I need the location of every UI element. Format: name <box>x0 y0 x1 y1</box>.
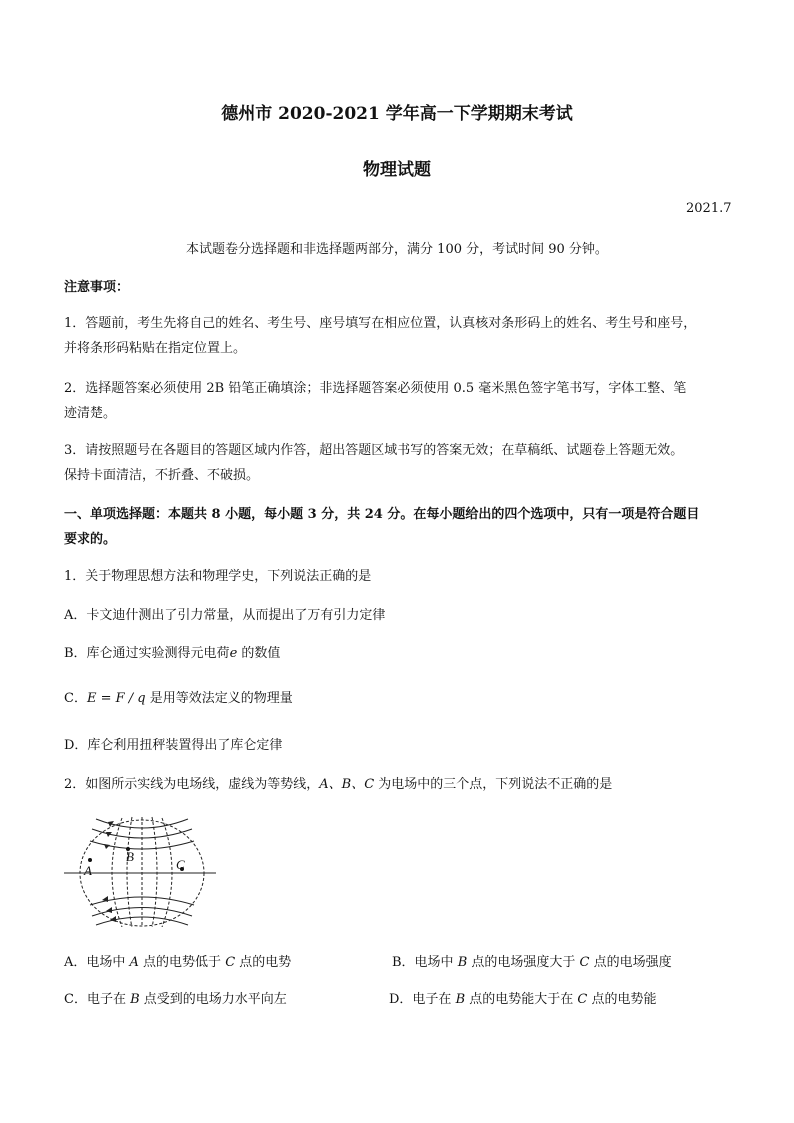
page-subtitle: 物理试题 <box>363 160 431 180</box>
q1-option-a: A．卡文迪什测出了引力常量，从而提出了万有引力定律 <box>64 608 386 623</box>
intro-text: 本试题卷分选择题和非选择题两部分，满分 100 分，考试时间 90 分钟。 <box>186 242 608 257</box>
q1-stem: 1．关于物理思想方法和物理学史，下列说法正确的是 <box>64 569 372 584</box>
section-heading: 一、单项选择题：本题共 8 小题，每小题 3 分，共 24 分。在每小题给出的四个选项中，只有一项是符合题目 <box>64 507 700 522</box>
note-line: 迹清楚。 <box>64 406 117 421</box>
note-line: 2．选择题答案必须使用 2B 铅笔正确填涂；非选择题答案必须使用 0.5 毫米黑色签字笔书写，字体工整、笔 <box>64 381 687 396</box>
notes-heading: 注意事项： <box>64 280 130 295</box>
note-line: 保持卡面清洁，不折叠、不破损。 <box>64 468 260 483</box>
formula: E = F / q <box>86 691 146 706</box>
q1-option-b: B．库仑通过实验测得元电荷e 的数值 <box>64 646 281 661</box>
note-line: 3．请按照题号在各题目的答题区域内作答，超出答题区域书写的答案无效；在草稿纸、试题卷上答题无效。 <box>64 443 684 458</box>
figure-label-b: B <box>126 849 134 864</box>
figure-label-a: A <box>84 863 92 878</box>
q1-option-d: D．库仑利用扭秤装置得出了库仑定律 <box>64 738 283 753</box>
page-title: 德州市 2020-2021 学年高一下学期期末考试 <box>221 104 573 124</box>
q2-option-b: B．电场中 B 点的电场强度大于 C 点的电场强度 <box>392 955 672 970</box>
figure-label-c: C <box>176 857 185 872</box>
exam-date: 2021.7 <box>686 201 732 216</box>
electric-field-figure <box>62 815 218 927</box>
q2-option-c: C．电子在 B 点受到的电场力水平向左 <box>64 992 287 1007</box>
q2-option-d: D．电子在 B 点的电势能大于在 C 点的电势能 <box>389 992 657 1007</box>
note-line: 并将条形码粘贴在指定位置上。 <box>64 341 247 356</box>
q2-option-a: A．电场中 A 点的电势低于 C 点的电势 <box>64 955 292 970</box>
section-heading-cont: 要求的。 <box>64 532 117 547</box>
note-line: 1．答题前，考生先将自己的姓名、考生号、座号填写在相应位置，认真核对条形码上的姓名、考生号和座号， <box>64 316 697 331</box>
q1-option-c: C．E = F / q 是用等效法定义的物理量 <box>64 691 293 706</box>
q2-stem: 2．如图所示实线为电场线，虚线为等势线，A、B、C 为电场中的三个点，下列说法不正确的是 <box>64 777 613 792</box>
